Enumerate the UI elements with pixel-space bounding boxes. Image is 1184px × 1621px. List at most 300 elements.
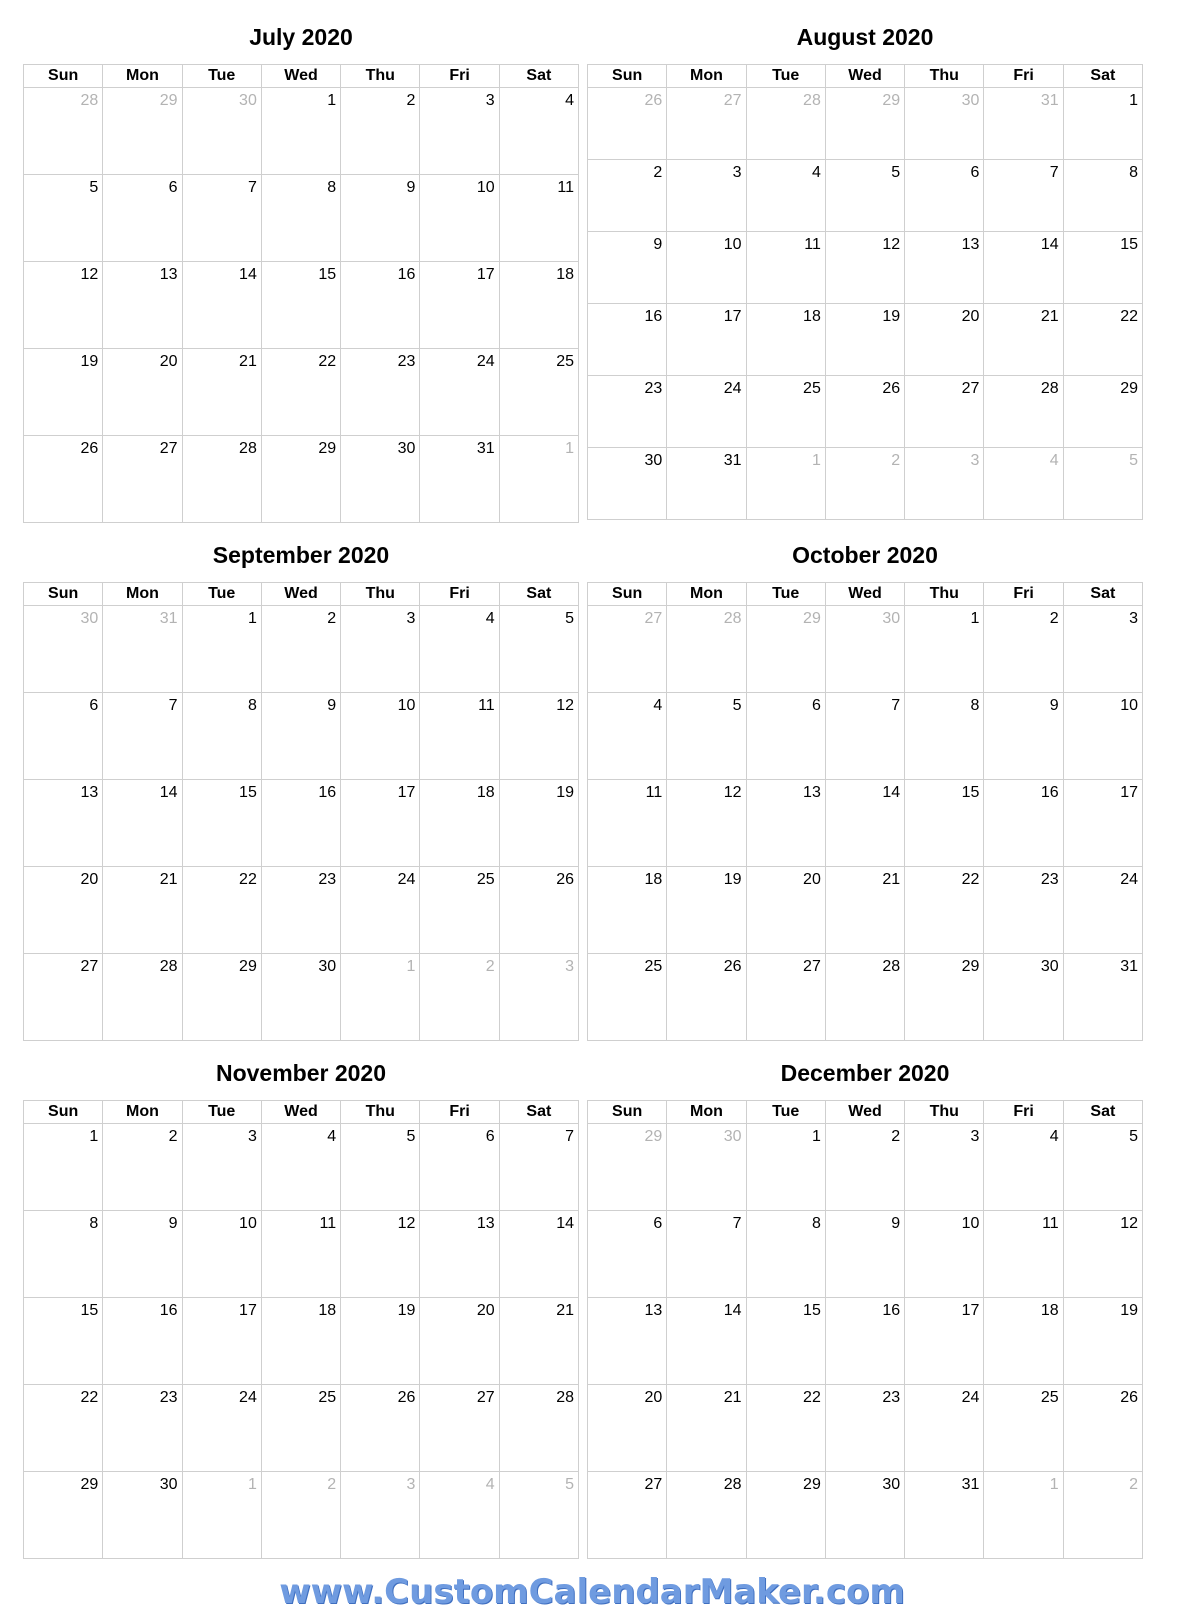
day-cell: 24 <box>183 1385 262 1472</box>
day-cell: 7 <box>667 1211 746 1298</box>
day-cell: 25 <box>500 349 579 436</box>
day-cell-other-month: 27 <box>588 606 667 693</box>
day-cell: 12 <box>500 693 579 780</box>
day-cell: 8 <box>262 175 341 262</box>
day-cell: 13 <box>24 780 103 867</box>
day-cell: 22 <box>1064 304 1143 376</box>
weekday-label: Sun <box>588 1101 667 1124</box>
day-cell: 21 <box>984 304 1063 376</box>
weekday-label: Sun <box>24 583 103 606</box>
day-cell: 22 <box>262 349 341 436</box>
day-cell: 5 <box>341 1124 420 1211</box>
day-cell-other-month: 1 <box>500 436 579 523</box>
weekday-label: Sat <box>1064 583 1143 606</box>
day-cell: 4 <box>984 1124 1063 1211</box>
month-grid <box>23 582 579 1041</box>
day-cell: 1 <box>183 606 262 693</box>
day-cell: 29 <box>183 954 262 1041</box>
week-row <box>24 1211 579 1298</box>
day-cell: 21 <box>183 349 262 436</box>
day-cell: 12 <box>1064 1211 1143 1298</box>
weekday-label: Fri <box>420 583 499 606</box>
day-cell-other-month: 31 <box>103 606 182 693</box>
week-row <box>588 1211 1143 1298</box>
day-cell-other-month: 2 <box>1064 1472 1143 1559</box>
day-cell: 18 <box>588 867 667 954</box>
day-cell: 30 <box>826 1472 905 1559</box>
day-cell: 25 <box>588 954 667 1041</box>
day-cell: 25 <box>262 1385 341 1472</box>
day-cell: 13 <box>905 232 984 304</box>
week-row <box>24 436 579 523</box>
week-row <box>24 693 579 780</box>
day-cell: 11 <box>588 780 667 867</box>
day-cell: 17 <box>420 262 499 349</box>
day-cell: 29 <box>905 954 984 1041</box>
weekday-label: Tue <box>183 583 262 606</box>
weekday-label: Mon <box>103 65 182 88</box>
day-cell: 28 <box>183 436 262 523</box>
day-cell: 11 <box>262 1211 341 1298</box>
day-cell: 20 <box>905 304 984 376</box>
day-cell: 12 <box>24 262 103 349</box>
day-cell: 2 <box>341 88 420 175</box>
weekday-label: Sat <box>1064 65 1143 88</box>
month-title: July 2020 <box>249 24 353 50</box>
day-cell: 24 <box>1064 867 1143 954</box>
weekday-label: Mon <box>103 583 182 606</box>
day-cell: 5 <box>500 606 579 693</box>
day-cell: 28 <box>103 954 182 1041</box>
day-cell: 10 <box>341 693 420 780</box>
weekday-label: Sat <box>500 583 579 606</box>
day-cell-other-month: 2 <box>826 448 905 520</box>
week-row <box>24 954 579 1041</box>
day-cell: 2 <box>262 606 341 693</box>
day-cell: 11 <box>500 175 579 262</box>
day-cell-other-month: 30 <box>183 88 262 175</box>
day-cell-other-month: 30 <box>905 88 984 160</box>
day-cell: 3 <box>420 88 499 175</box>
day-cell: 25 <box>984 1385 1063 1472</box>
month-title: September 2020 <box>212 542 390 568</box>
day-cell: 1 <box>24 1124 103 1211</box>
day-cell: 26 <box>341 1385 420 1472</box>
day-cell: 19 <box>24 349 103 436</box>
day-cell: 6 <box>588 1211 667 1298</box>
week-row <box>24 1124 579 1211</box>
week-row <box>588 232 1143 304</box>
weekday-label: Sun <box>588 65 667 88</box>
day-cell: 16 <box>103 1298 182 1385</box>
day-cell: 4 <box>420 606 499 693</box>
week-row <box>588 160 1143 232</box>
day-cell: 26 <box>826 376 905 448</box>
weekday-label: Wed <box>826 65 905 88</box>
day-cell: 16 <box>826 1298 905 1385</box>
day-cell: 7 <box>183 175 262 262</box>
weekday-label: Thu <box>341 583 420 606</box>
day-cell-other-month: 30 <box>826 606 905 693</box>
day-cell: 24 <box>905 1385 984 1472</box>
weekday-label: Tue <box>183 1101 262 1124</box>
day-cell: 27 <box>103 436 182 523</box>
day-cell: 10 <box>667 232 746 304</box>
day-cell: 9 <box>826 1211 905 1298</box>
day-cell: 10 <box>420 175 499 262</box>
day-cell: 22 <box>183 867 262 954</box>
day-cell: 1 <box>262 88 341 175</box>
day-cell: 17 <box>341 780 420 867</box>
day-cell: 27 <box>420 1385 499 1472</box>
day-cell: 16 <box>984 780 1063 867</box>
weekday-label: Wed <box>262 583 341 606</box>
week-row <box>588 88 1143 160</box>
day-cell: 14 <box>183 262 262 349</box>
weekday-label: Sat <box>500 1101 579 1124</box>
day-cell-other-month: 30 <box>667 1124 746 1211</box>
day-cell: 6 <box>747 693 826 780</box>
day-cell: 20 <box>588 1385 667 1472</box>
day-cell: 25 <box>420 867 499 954</box>
day-cell: 24 <box>667 376 746 448</box>
day-cell: 14 <box>667 1298 746 1385</box>
day-cell: 23 <box>103 1385 182 1472</box>
week-row <box>588 1385 1143 1472</box>
day-cell-other-month: 28 <box>667 606 746 693</box>
day-cell: 7 <box>103 693 182 780</box>
day-cell: 24 <box>341 867 420 954</box>
day-cell: 4 <box>588 693 667 780</box>
week-row <box>588 304 1143 376</box>
week-row <box>24 1472 579 1559</box>
day-cell: 30 <box>984 954 1063 1041</box>
weekday-label: Thu <box>905 583 984 606</box>
day-cell: 21 <box>103 867 182 954</box>
day-cell: 15 <box>24 1298 103 1385</box>
day-cell: 15 <box>905 780 984 867</box>
day-cell: 5 <box>24 175 103 262</box>
day-cell: 26 <box>1064 1385 1143 1472</box>
day-cell: 7 <box>826 693 905 780</box>
month-title: November 2020 <box>215 1060 387 1086</box>
day-cell: 18 <box>984 1298 1063 1385</box>
day-cell: 26 <box>24 436 103 523</box>
day-cell: 28 <box>984 376 1063 448</box>
day-cell: 31 <box>905 1472 984 1559</box>
month-grid <box>587 1100 1143 1559</box>
weekday-label: Mon <box>103 1101 182 1124</box>
day-cell: 9 <box>588 232 667 304</box>
day-cell: 16 <box>588 304 667 376</box>
weekday-label: Fri <box>420 65 499 88</box>
weekday-label: Mon <box>667 65 746 88</box>
day-cell-other-month: 1 <box>183 1472 262 1559</box>
day-cell: 10 <box>1064 693 1143 780</box>
footer-logo: www.CustomCalendarMaker.com <box>279 1572 905 1612</box>
day-cell-other-month: 1 <box>341 954 420 1041</box>
day-cell: 5 <box>1064 1124 1143 1211</box>
month-september-2020 <box>23 538 579 1041</box>
weekday-label: Thu <box>341 1101 420 1124</box>
day-cell: 16 <box>341 262 420 349</box>
day-cell: 13 <box>588 1298 667 1385</box>
day-cell: 3 <box>341 606 420 693</box>
day-cell: 8 <box>183 693 262 780</box>
weekday-label: Tue <box>747 1101 826 1124</box>
day-cell: 30 <box>588 448 667 520</box>
day-cell: 27 <box>24 954 103 1041</box>
day-cell: 16 <box>262 780 341 867</box>
day-cell: 22 <box>747 1385 826 1472</box>
weekday-label: Fri <box>984 1101 1063 1124</box>
day-cell: 19 <box>500 780 579 867</box>
day-cell-other-month: 29 <box>103 88 182 175</box>
day-cell: 1 <box>1064 88 1143 160</box>
week-row <box>588 448 1143 520</box>
month-title: August 2020 <box>796 24 934 50</box>
day-cell-other-month: 30 <box>24 606 103 693</box>
day-cell: 22 <box>24 1385 103 1472</box>
day-cell: 5 <box>667 693 746 780</box>
weekday-label: Tue <box>747 65 826 88</box>
weekday-label: Fri <box>984 583 1063 606</box>
day-cell-other-month: 29 <box>588 1124 667 1211</box>
weekday-label: Fri <box>420 1101 499 1124</box>
day-cell: 2 <box>588 160 667 232</box>
day-cell: 18 <box>420 780 499 867</box>
weekday-label: Sun <box>588 583 667 606</box>
day-cell: 13 <box>103 262 182 349</box>
day-cell: 26 <box>667 954 746 1041</box>
week-row <box>588 1124 1143 1211</box>
weekday-label: Fri <box>984 65 1063 88</box>
day-cell: 13 <box>747 780 826 867</box>
day-cell: 11 <box>420 693 499 780</box>
day-cell-other-month: 5 <box>1064 448 1143 520</box>
day-cell: 1 <box>747 1124 826 1211</box>
day-cell: 15 <box>183 780 262 867</box>
day-cell: 21 <box>826 867 905 954</box>
day-cell: 4 <box>747 160 826 232</box>
weekday-label: Tue <box>183 65 262 88</box>
month-grid <box>587 64 1143 520</box>
day-cell: 10 <box>183 1211 262 1298</box>
day-cell: 29 <box>747 1472 826 1559</box>
day-cell: 3 <box>183 1124 262 1211</box>
day-cell: 23 <box>341 349 420 436</box>
day-cell: 8 <box>1064 160 1143 232</box>
weekday-label: Mon <box>667 583 746 606</box>
day-cell: 14 <box>984 232 1063 304</box>
day-cell: 29 <box>262 436 341 523</box>
day-cell: 2 <box>103 1124 182 1211</box>
weekday-label: Wed <box>262 1101 341 1124</box>
day-cell: 20 <box>420 1298 499 1385</box>
weekday-header <box>588 65 1143 88</box>
day-cell: 4 <box>262 1124 341 1211</box>
day-cell-other-month: 31 <box>984 88 1063 160</box>
day-cell: 14 <box>500 1211 579 1298</box>
day-cell: 19 <box>1064 1298 1143 1385</box>
day-cell: 31 <box>1064 954 1143 1041</box>
weekday-label: Sun <box>24 65 103 88</box>
day-cell: 3 <box>1064 606 1143 693</box>
week-row <box>588 693 1143 780</box>
weekday-label: Wed <box>826 1101 905 1124</box>
day-cell: 28 <box>500 1385 579 1472</box>
day-cell: 9 <box>103 1211 182 1298</box>
day-cell-other-month: 5 <box>500 1472 579 1559</box>
day-cell: 28 <box>667 1472 746 1559</box>
day-cell: 23 <box>262 867 341 954</box>
day-cell: 19 <box>341 1298 420 1385</box>
month-august-2020 <box>587 20 1143 520</box>
day-cell: 20 <box>747 867 826 954</box>
day-cell-other-month: 26 <box>588 88 667 160</box>
day-cell: 8 <box>905 693 984 780</box>
weekday-header <box>588 583 1143 606</box>
month-july-2020 <box>23 20 579 523</box>
day-cell-other-month: 4 <box>420 1472 499 1559</box>
day-cell: 29 <box>24 1472 103 1559</box>
month-november-2020 <box>23 1056 579 1559</box>
weekday-label: Thu <box>905 1101 984 1124</box>
day-cell: 21 <box>667 1385 746 1472</box>
day-cell: 6 <box>905 160 984 232</box>
day-cell-other-month: 2 <box>262 1472 341 1559</box>
day-cell: 17 <box>667 304 746 376</box>
day-cell: 9 <box>262 693 341 780</box>
day-cell: 20 <box>103 349 182 436</box>
weekday-label: Wed <box>262 65 341 88</box>
day-cell: 11 <box>747 232 826 304</box>
day-cell: 31 <box>667 448 746 520</box>
day-cell: 17 <box>1064 780 1143 867</box>
day-cell: 24 <box>420 349 499 436</box>
day-cell: 30 <box>262 954 341 1041</box>
month-grid <box>23 1100 579 1559</box>
day-cell-other-month: 4 <box>984 448 1063 520</box>
day-cell: 27 <box>588 1472 667 1559</box>
day-cell: 20 <box>24 867 103 954</box>
day-cell: 9 <box>984 693 1063 780</box>
day-cell: 11 <box>984 1211 1063 1298</box>
day-cell: 3 <box>667 160 746 232</box>
day-cell: 3 <box>905 1124 984 1211</box>
weekday-header <box>24 583 579 606</box>
day-cell: 15 <box>1064 232 1143 304</box>
day-cell-other-month: 29 <box>826 88 905 160</box>
month-title: December 2020 <box>780 1060 950 1086</box>
week-row <box>24 606 579 693</box>
week-row <box>24 88 579 175</box>
weekday-label: Sat <box>1064 1101 1143 1124</box>
day-cell-other-month: 1 <box>984 1472 1063 1559</box>
day-cell: 30 <box>341 436 420 523</box>
day-cell-other-month: 3 <box>341 1472 420 1559</box>
day-cell: 28 <box>826 954 905 1041</box>
weekday-header <box>588 1101 1143 1124</box>
day-cell-other-month: 27 <box>667 88 746 160</box>
week-row <box>24 1385 579 1472</box>
day-cell: 9 <box>341 175 420 262</box>
day-cell: 7 <box>984 160 1063 232</box>
month-title: October 2020 <box>792 542 938 568</box>
weekday-header <box>24 65 579 88</box>
day-cell: 15 <box>747 1298 826 1385</box>
day-cell: 6 <box>103 175 182 262</box>
day-cell-other-month: 3 <box>905 448 984 520</box>
day-cell-other-month: 2 <box>420 954 499 1041</box>
week-row <box>588 1298 1143 1385</box>
week-row <box>24 867 579 954</box>
day-cell: 10 <box>905 1211 984 1298</box>
weekday-header <box>24 1101 579 1124</box>
week-row <box>588 1472 1143 1559</box>
week-row <box>24 1298 579 1385</box>
weekday-label: Tue <box>747 583 826 606</box>
day-cell: 12 <box>826 232 905 304</box>
week-row <box>24 175 579 262</box>
day-cell: 1 <box>905 606 984 693</box>
day-cell: 23 <box>826 1385 905 1472</box>
week-row <box>588 376 1143 448</box>
weekday-label: Thu <box>341 65 420 88</box>
day-cell: 26 <box>500 867 579 954</box>
day-cell: 2 <box>826 1124 905 1211</box>
day-cell: 7 <box>500 1124 579 1211</box>
day-cell: 2 <box>984 606 1063 693</box>
week-row <box>588 867 1143 954</box>
day-cell-other-month: 28 <box>24 88 103 175</box>
month-grid <box>587 582 1143 1041</box>
day-cell: 14 <box>103 780 182 867</box>
day-cell: 17 <box>905 1298 984 1385</box>
week-row <box>24 262 579 349</box>
day-cell: 27 <box>905 376 984 448</box>
day-cell: 25 <box>747 376 826 448</box>
day-cell: 31 <box>420 436 499 523</box>
day-cell-other-month: 1 <box>747 448 826 520</box>
day-cell: 6 <box>24 693 103 780</box>
week-row <box>588 954 1143 1041</box>
week-row <box>24 349 579 436</box>
day-cell: 18 <box>747 304 826 376</box>
weekday-label: Sat <box>500 65 579 88</box>
month-december-2020 <box>587 1056 1143 1559</box>
week-row <box>588 606 1143 693</box>
day-cell: 18 <box>262 1298 341 1385</box>
day-cell: 8 <box>747 1211 826 1298</box>
day-cell: 12 <box>667 780 746 867</box>
day-cell: 4 <box>500 88 579 175</box>
day-cell: 14 <box>826 780 905 867</box>
day-cell: 5 <box>826 160 905 232</box>
day-cell: 8 <box>24 1211 103 1298</box>
month-october-2020 <box>587 538 1143 1041</box>
day-cell: 23 <box>588 376 667 448</box>
week-row <box>588 780 1143 867</box>
day-cell: 22 <box>905 867 984 954</box>
weekday-label: Wed <box>826 583 905 606</box>
day-cell: 18 <box>500 262 579 349</box>
weekday-label: Sun <box>24 1101 103 1124</box>
day-cell: 12 <box>341 1211 420 1298</box>
weekday-label: Thu <box>905 65 984 88</box>
day-cell: 19 <box>826 304 905 376</box>
day-cell: 21 <box>500 1298 579 1385</box>
